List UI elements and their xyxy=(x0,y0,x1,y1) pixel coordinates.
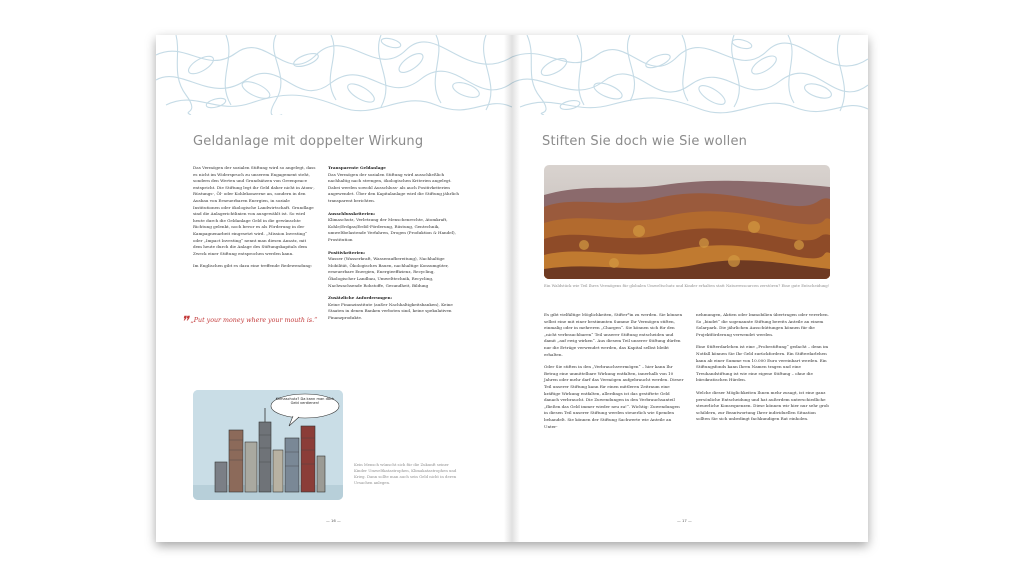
cartoon-caption: Kein Mensch wünscht sich für die Zukunft seiner Kinder Umweltkatastrophen, Klimakatastrophen und Krieg. Dann sollte man auch sein Geld nicht in deren Ursachen anlegen. xyxy=(354,462,457,485)
paragraph: Eine Stifterdarlehen ist eine „Probestiftung“ gedacht – denn im Notfall können Sie Ihr Geld zurückfordern. Ein Stifterdarlehen kann ab einer Summe von 10.000 Euro vereinbart werden. Ein Stiftungsfonds kann Ihren Namen tragen und eine Treuhandstiftung ist wie eine eigene Stiftung – ohne die bürokratischen Hürden. xyxy=(696,344,829,383)
left-column-2 xyxy=(328,165,463,327)
subheading: Transparente Geldanlage xyxy=(328,165,386,170)
paragraph: Keine Finanzinstitute (außer Nachhaltigkeitsbanken), Keine Staaten in denen Banken verboten sind, keine spekulativen Finanzprodukte. xyxy=(328,301,453,320)
autumn-forest-photo xyxy=(544,165,830,279)
subheading: Zusätzliche Anforderungen: xyxy=(328,295,393,301)
cartoon-illustration xyxy=(193,390,343,500)
paragraph: Im Englischen gibt es dazu eine treffende Redewendung: xyxy=(193,263,312,269)
photo-caption: Ein Waldstück wie Teil Ihres Vermögens für globalen Umweltschutz und Kinder erhalten statt Naturressourcen zerstören? Eine gute Entscheidung! xyxy=(544,283,830,288)
leaf-pattern-header xyxy=(512,35,868,115)
subheading: Ausschlusskriterien: xyxy=(328,210,376,216)
red-quote: ❞ „Put your money where your mouth is.“ xyxy=(181,314,318,330)
paragraph: Das Vermögen der sozialen Stiftung wird so angelegt, dass es nicht im Widerspruch zu unserem Engagement steht, sondern den Werten und Grundsätzen von Greenpeace entspricht. Die Stiftung legt ihr Geld daher nicht in Atom-, Rüstungs-, Öl- oder Kohlekonzerne an, sondern in den Ausbau von Erneuerbaren Energien, in soziale Institutionen oder ökologische Landwirtschaft. Grundlage sind die Anlagerichtlinien von ausgewählt ist. So wird heute durch die Geldanlage Geld in die gewünschte Richtung gelenkt, noch bevor es als Förderung in der Kampagnenarbeit eingesetzt wird. „Mission Investing“ oder „Impact Investing“ nennt man diesen Ansatz, mit dem heute durch die Anlage des Stiftungskapitals dem Zweck einer Stiftung entsprochen werden kann. xyxy=(193,165,316,256)
left-page xyxy=(156,35,512,542)
book-gutter-shadow xyxy=(504,35,520,542)
subheading: Positivkriterien: xyxy=(328,249,366,255)
right-page xyxy=(512,35,868,542)
paragraph: Oder Sie stiften in den „Verbrauchsvermögen“ – hier kann Ihr Betrag eine unmittelbare Wirkung entfalten, innerhalb von 10 Jahren oder mehr darf das Vermögen aufgebraucht werden. Dieser Teil unserer Stiftung kann für einen mittleren Zeitraum eine kräftige Wirkung entfalten, allerdings ist das gestiftete Geld danach verbraucht. Die Zuwendungen in den Verbrauchsanteil „fließen das Geld immer wieder neu zu!“. Wichtig: Zuwendungen in diesen Teil unserer Stiftung werden steuerlich wie Spenden behandelt. Sie können der Stiftung Sachwerte wie Anteile an Unter- xyxy=(544,364,684,429)
right-page-number: — 17 — xyxy=(677,518,692,523)
right-column-1 xyxy=(544,312,684,436)
leaf-pattern-header xyxy=(156,35,512,115)
left-page-heading: Geldanlage mit doppelter Wirkung xyxy=(193,134,424,149)
left-page-number: — 16 — xyxy=(326,518,341,523)
left-column-1 xyxy=(193,165,316,276)
paragraph: Welche dieser Möglichkeiten Ihnen mehr zusagt, ist eine ganz persönliche Entscheidung und hat außerdem unterschiedliche steuerliche Konsequenzen. Diese können wir hier nur sehr grob schildern, zur Beantwortung Ihrer individuellen Situation sollten Sie sich unbedingt fachkundigen Rat einholen. xyxy=(696,389,829,422)
forest-landscape-image xyxy=(544,165,830,279)
paragraph: Wasser (Wasserkraft, Wasseraufbereitung), Nachhaltige Mobilität, Ökologisches Bauen, nachhaltige Konsumgüter, erneuerbare Energien, Energieeffizienz, Recycling, Ökologischer Landbau, Umwelttechnik, Recycling, Nachwachsende Rohstoffe, Gesundheit, Bildung xyxy=(328,256,449,288)
speech-bubble-text: Klimaschutz? Da kann man doch Geld verdienen! xyxy=(275,397,335,406)
right-page-heading: Stiften Sie doch wie Sie wollen xyxy=(542,134,748,149)
open-brochure xyxy=(156,35,868,542)
paragraph: Das Vermögen der sozialen Stiftung wird ausschließlich nachhaltig nach strengen, ökologischen Kriterien angelegt. Dabei werden sowohl Ausschluss- als auch Positivkriterien angewendet. Über den Kapitalanlage wird die Stiftung jährlich transparent berichten. xyxy=(328,171,460,203)
right-column-2 xyxy=(696,312,830,429)
paragraph: Klimaschutz, Verletzung der Menschenrechte, Atomkraft, Kohle/Erdgas/Erdöl-Förderung, Rüstung, Gentechnik, umweltbelastende Verfahren, Drogen (Produktion & Handel), Prostitution xyxy=(328,217,456,242)
paragraph: nehmungen, Aktien oder Immobilien übertragen oder vererben. So „bindet“ die sogenannte Stiftung bereits Anteile an einem Solarpark. Die jährlichen Ausschüttungen können für die Projektförderung verwendet werden. xyxy=(696,312,829,337)
skyscraper-cartoon xyxy=(193,390,343,500)
quote-icon: ❞ xyxy=(181,314,189,330)
paragraph: Es gibt vielfältige Möglichkeiten, Stifter*in zu werden. Sie können selbst eine mit einer bestimmten Summe Ihr Vermögen stiften, einmalig oder in mehreren „Chargen“. Sie können sich für den „nicht verbrauchbaren“ Teil unserer Stiftung entscheiden und damit „auf ewig wirken“. Aus diesem Teil unserer Stiftung dürfen nur die Erträge verwendet werden, das Kapital selbst bleibt erhalten. xyxy=(544,312,683,357)
